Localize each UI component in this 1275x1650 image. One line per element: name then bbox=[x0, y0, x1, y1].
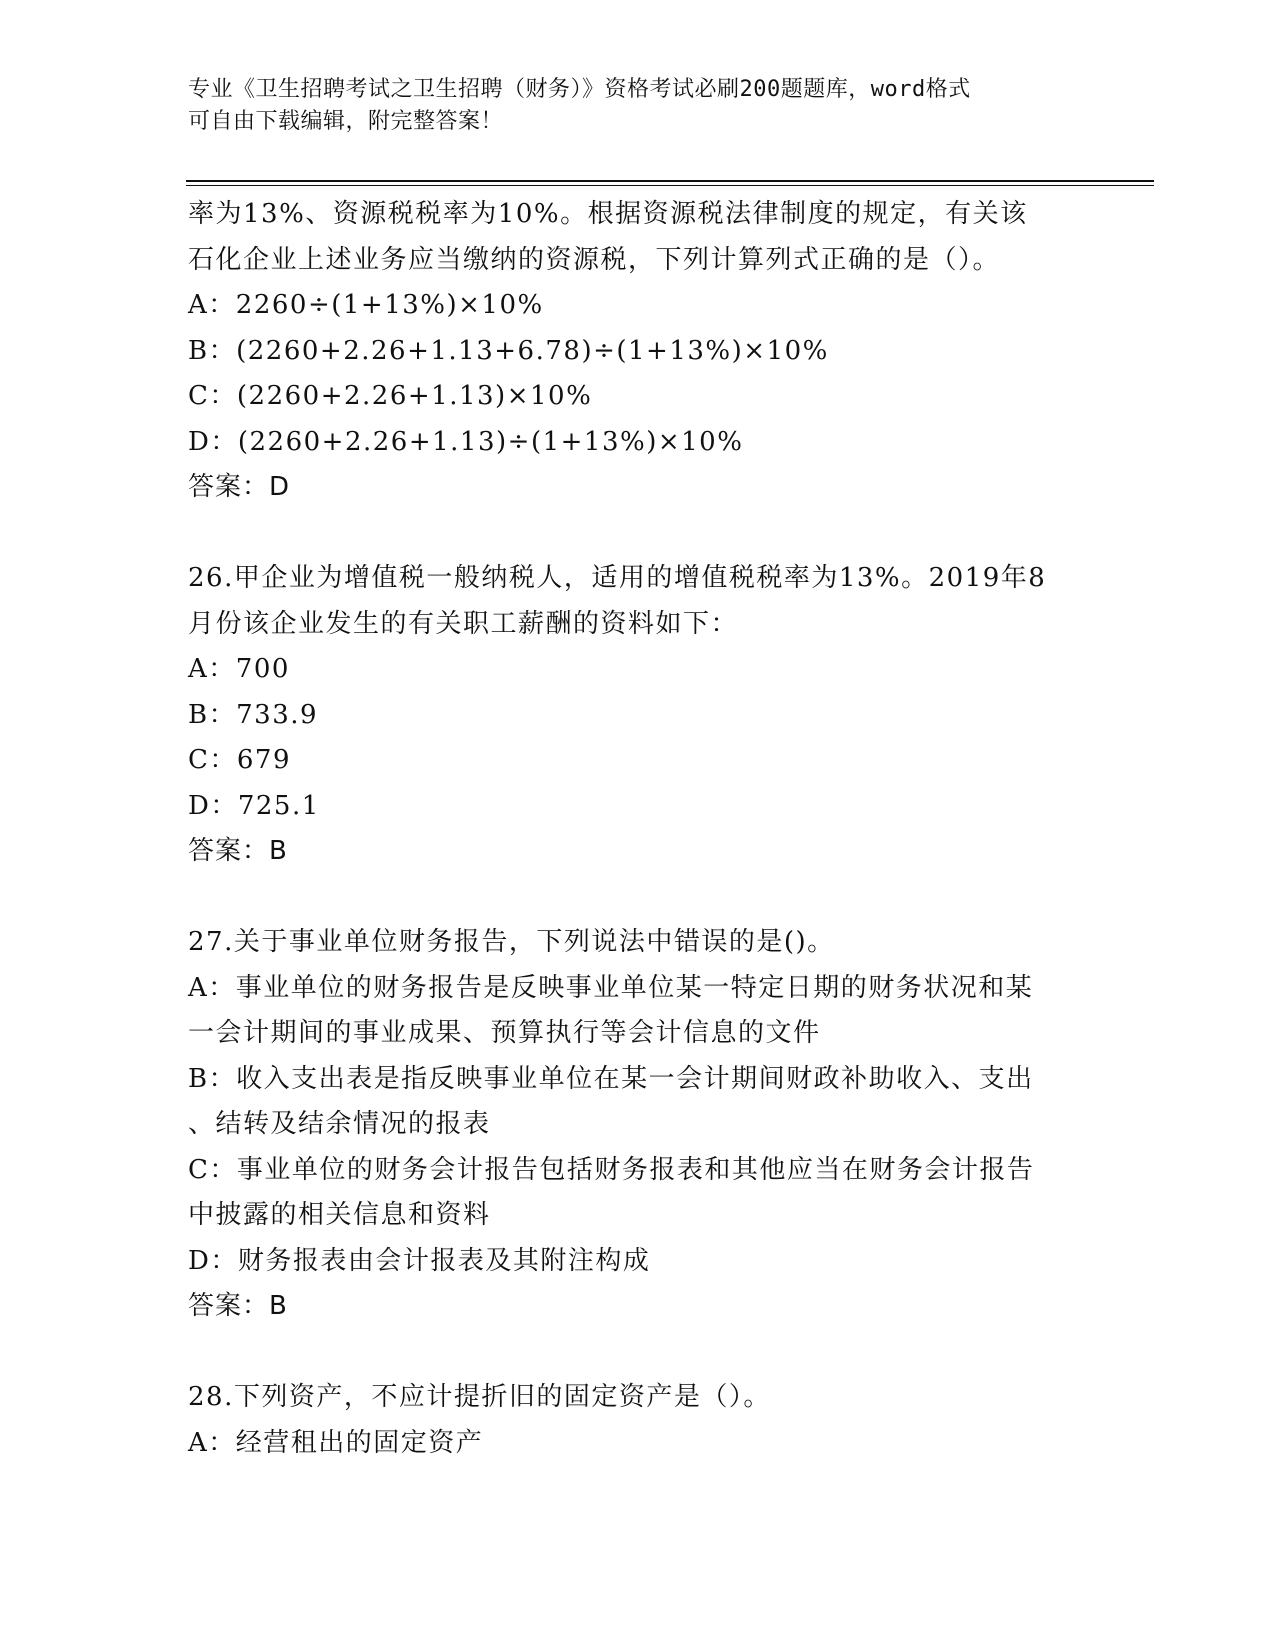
question-28 bbox=[188, 1375, 1088, 1466]
spacer bbox=[188, 875, 1088, 921]
question-text-line: 月份该企业发生的有关职工薪酬的资料如下： bbox=[188, 608, 739, 639]
option-d: D：725.1 bbox=[188, 790, 320, 821]
option-c: C：679 bbox=[188, 745, 292, 775]
answer-line: 答案：B bbox=[188, 836, 288, 866]
option-a: A：经营租出的固定资产 bbox=[188, 1427, 484, 1458]
option-b: B：收入支出表是指反映事业单位在某一会计期间财政补助收入、支出 bbox=[188, 1063, 1034, 1094]
option-a: A：2260÷(1+13%)×10% bbox=[188, 290, 544, 320]
question-25 bbox=[188, 192, 1088, 511]
answer-line: 答案：B bbox=[188, 1291, 288, 1321]
option-c-continued: 中披露的相关信息和资料 bbox=[188, 1200, 491, 1230]
question-list bbox=[188, 192, 1088, 1466]
question-26 bbox=[188, 556, 1088, 875]
spacer bbox=[188, 511, 1088, 557]
answer-line: 答案：D bbox=[188, 472, 291, 502]
question-27 bbox=[188, 920, 1088, 1330]
option-a: A：事业单位的财务报告是反映事业单位某一特定日期的财务状况和某 bbox=[188, 972, 1034, 1003]
spacer bbox=[188, 1330, 1088, 1376]
option-d: D：(2260+2.26+1.13)÷(1+13%)×10% bbox=[188, 426, 744, 457]
question-text-line: 28.下列资产，不应计提折旧的固定资产是（）。 bbox=[188, 1382, 771, 1412]
question-text-line: 率为13%、资源税税率为10%。根据资源税法律制度的规定，有关该 bbox=[188, 199, 1028, 229]
option-b: B：(2260+2.26+1.13+6.78)÷(1+13%)×10% bbox=[188, 335, 829, 366]
question-text-line: 27.关于事业单位财务报告，下列说法中错误的是()。 bbox=[188, 927, 835, 957]
option-b: B：733.9 bbox=[188, 699, 319, 730]
option-c: C：事业单位的财务会计报告包括财务报表和其他应当在财务会计报告 bbox=[188, 1154, 1035, 1185]
question-text-line: 26.甲企业为增值税一般纳税人，适用的增值税税率为13%。2019年8 bbox=[188, 563, 1047, 593]
document-header bbox=[188, 74, 1068, 138]
header-line-2: 可自由下载编辑，附完整答案！ bbox=[188, 109, 504, 134]
header-rule-thin bbox=[186, 185, 1154, 186]
option-c: C：(2260+2.26+1.13)×10% bbox=[188, 381, 593, 411]
option-d: D：财务报表由会计报表及其附注构成 bbox=[188, 1245, 651, 1276]
option-b-continued: 、结转及结余情况的报表 bbox=[188, 1109, 491, 1139]
question-text-line: 石化企业上述业务应当缴纳的资源税，下列计算列式正确的是（）。 bbox=[188, 244, 1001, 275]
option-a-continued: 一会计期间的事业成果、预算执行等会计信息的文件 bbox=[188, 1018, 821, 1048]
header-rule-thick bbox=[186, 180, 1154, 182]
header-line-1: 专业《卫生招聘考试之卫生招聘（财务）》资格考试必刷200题题库，word格式 bbox=[188, 77, 971, 102]
option-a: A：700 bbox=[188, 654, 290, 684]
